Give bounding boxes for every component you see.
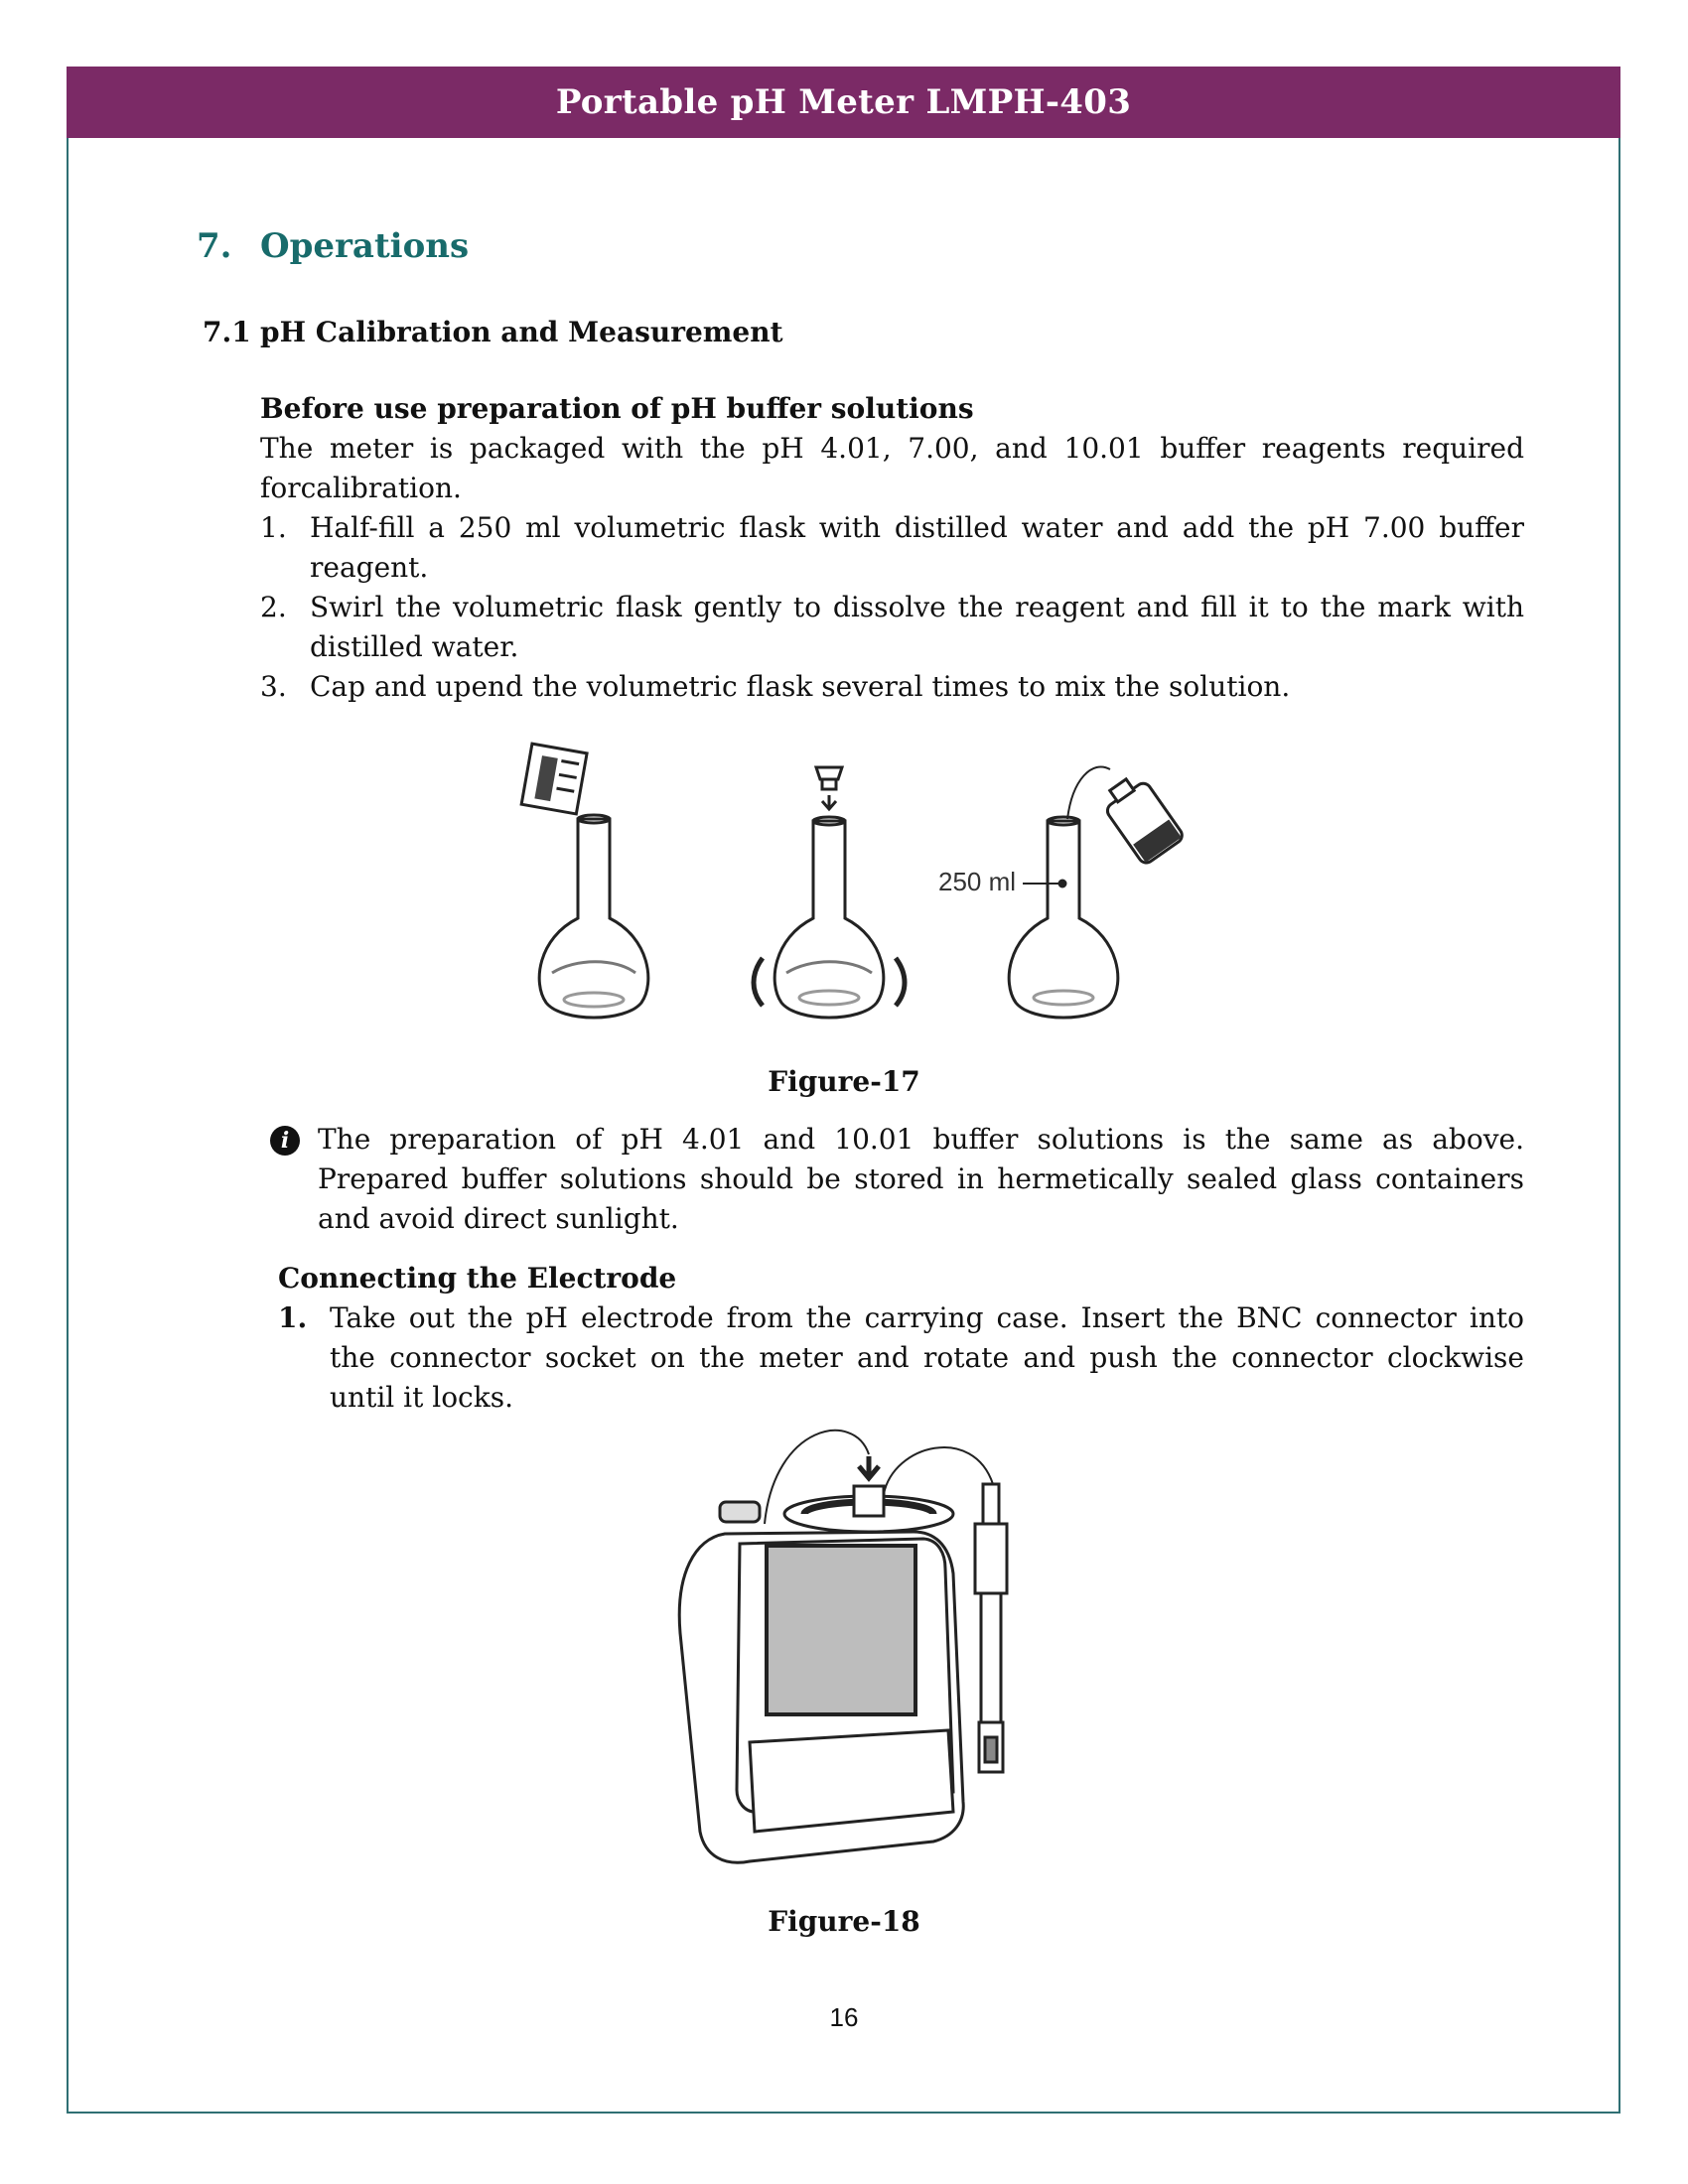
step-text: Take out the pH electrode from the carrying case. Insert the BNC connector into the connector socket on the meter and rotate and push the connector clockwise until it locks. [330,1301,1524,1414]
buffer-prep-section [260,389,1524,707]
list-item [278,1298,1524,1418]
figure-18-caption: Figure-18 [768,1905,920,1938]
figure-17-250ml-label: 250 ml [938,867,1017,896]
subsection-heading [203,316,783,348]
info-icon: i [270,1126,300,1156]
step-number: 3. [260,670,287,703]
buffer-prep-heading: Before use preparation of pH buffer solutions [260,392,974,425]
info-note-text: The preparation of pH 4.01 and 10.01 buffer solutions is the same as above. Prepared buffer solutions should be stored in hermetically sealed glass containers and avoid direct sunlight. [318,1123,1524,1235]
flask-with-wash-bottle [1009,766,1185,1018]
flask-with-reagent-packet [521,744,648,1018]
list-item [260,508,1524,588]
step-text: Swirl the volumetric flask gently to dissolve the reagent and fill it to the mark with distilled water. [310,591,1524,663]
buffer-prep-steps [260,508,1524,707]
list-item [260,667,1524,707]
connecting-steps [278,1298,1524,1418]
figure-17-illustration [496,740,1211,1037]
step-text: Cap and upend the volumetric flask several times to mix the solution. [310,670,1291,703]
step-number: 1. [278,1301,308,1334]
connecting-heading: Connecting the Electrode [278,1262,677,1295]
flask-with-stopper-swirl [754,767,905,1018]
section-number: 7. [197,226,232,266]
buffer-prep-intro: The meter is packaged with the pH 4.01, 7.00, and 10.01 buffer reagents required forcalibration. [260,432,1524,504]
subsection-number: 7.1 [203,316,251,348]
subsection-title: pH Calibration and Measurement [260,316,783,348]
section-heading [197,226,469,266]
ph-meter-body [679,1431,963,1862]
section-title: Operations [260,226,470,266]
step-number: 1. [260,511,287,544]
step-text: Half-fill a 250 ml volumetric flask with distilled water and add the pH 7.00 buffer reagent. [310,511,1524,584]
figure-17-caption: Figure-17 [768,1065,920,1098]
page-number: 16 [829,2002,859,2032]
info-note [270,1120,1524,1239]
connecting-electrode-section [278,1259,1524,1418]
header-title: Portable pH Meter LMPH-403 [555,82,1132,122]
figure-18-illustration [655,1415,1053,1871]
list-item [260,588,1524,667]
step-number: 2. [260,591,287,623]
header-banner [67,67,1620,138]
